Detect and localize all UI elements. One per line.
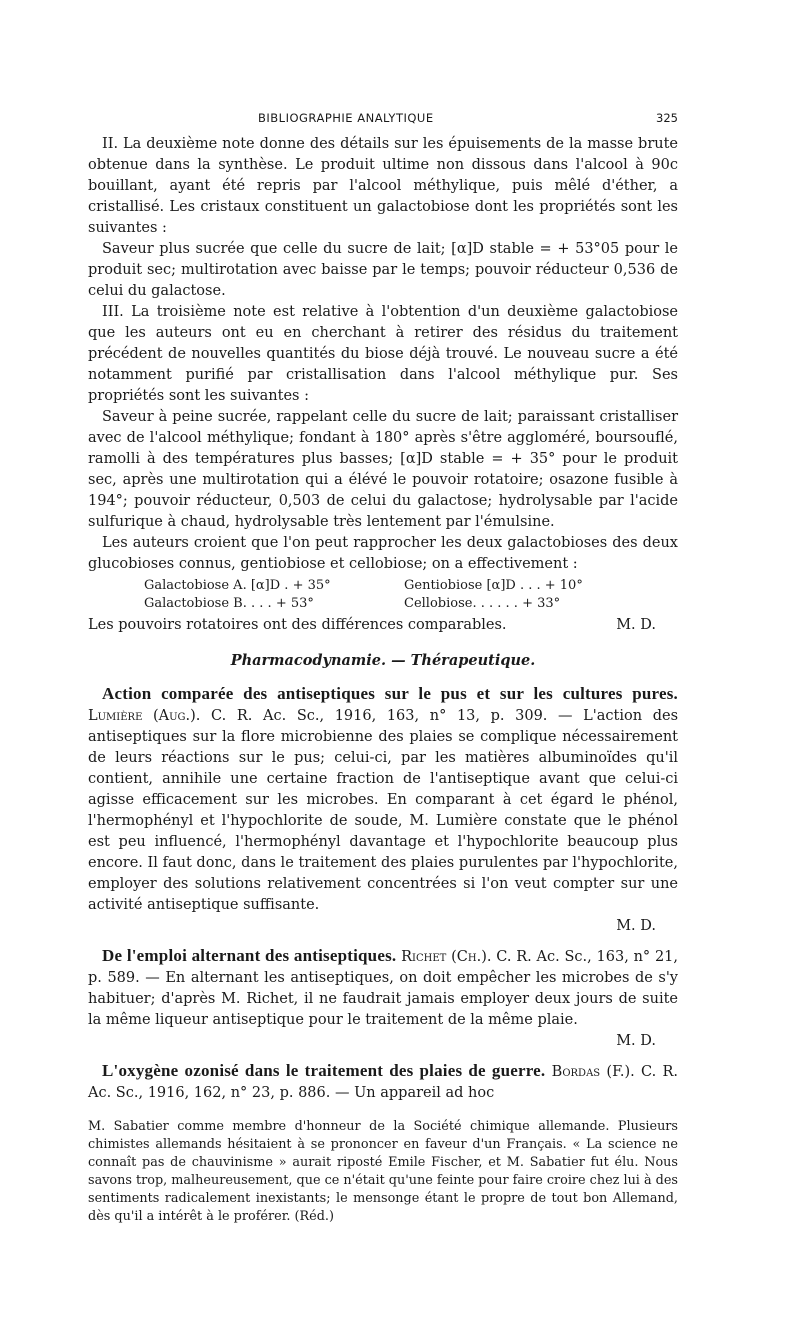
entry-citation: C. R. Ac. Sc., 163, n° 21, p. 589. — [88, 949, 679, 986]
table-cell [404, 577, 604, 595]
bibliography-entry [88, 945, 678, 1052]
entry-citation: C. R. Ac. Sc., 1916, 163, n° 13, p. 309. — [200, 708, 573, 724]
entry-signature-line [88, 1031, 678, 1052]
rotation-value: + 33° [522, 596, 561, 611]
entry-signature-line [88, 916, 678, 937]
compound-name: Galactobiose B. . . . [144, 596, 272, 611]
entry-author: Richet (Ch.). [401, 949, 492, 965]
table-cell [404, 595, 604, 613]
entry-body: L'action des antiseptiques sur la flore microbienne des plaies se complique nécessairement de leurs réactions sur le pus; celui-ci, par les matières albuminoïdes qu'il contient, annihile une certaine fraction de l'antiseptique avant que celui-ci agisse efficacement sur les microbes. En comparant à cet égard le phénol, l'hermophényl et l'hypochlorite de soude, M. Lumière constate que le phénol est peu influencé, l'hermophényl davantage et l'hypochlorite beaucoup plus encore. Il faut donc, dans le traitement des plaies purulentes par l'hypochlorite, employer des solutions relativement concentrées si l'on veut compter sur une activité antiseptique suffisante. [88, 708, 679, 913]
signature: M. D. [616, 617, 656, 633]
paragraph-note-three: III. La troisième note est relative à l'obtention d'un deuxième galactobiose que les auteurs ont eu en cherchant à retirer des résidus du traitement précédent de nouvelles quantités du biose déjà trouvé. Le nouveau sucre a été notamment purifié par cristallisation dans l'alcool méthylique pur. Ses propriétés sont les suivantes : [88, 304, 678, 404]
footnote-text: M. Sabatier comme membre d'honneur de la Société chimique allemande. Plusieurs chimistes allemands hésitaient à se prononcer en faveur d'un Français. « La science ne connaît pas de chauvinisme » aurait riposté Emile Fischer, et M. Sabatier fut élu. Nous savons trop, malheureusement, que ce n'était qu'une feinte pour faire croire chez lui à des sentiments radicalement inexistants; le mensonge étant le propre de tout bon Allemand, dès qu'il a intérêt à le proférer. (Réd.) [88, 1119, 679, 1224]
table-row [144, 595, 678, 613]
rotation-value: + 35° [292, 578, 331, 593]
section-heading: Pharmacodynamie. — Thérapeutique. [230, 652, 536, 669]
entry-author: Bordas (F.). [551, 1064, 635, 1080]
paragraph-note-three-properties: Saveur à peine sucrée, rappelant celle du sucre de lait; paraissant cristalliser avec de l'alcool méthylique; fondant à 180° après s'être aggloméré, boursouflé, ramolli à des températures plus basses; [α]D stable = + 35° pour le produit sec, après une multirotation qui a élévé le pouvoir rotatoire; osazone fusible à 194°; pouvoir réducteur, 0,503 de celui du galactose; hydrolysable par l'acide sulfurique à chaud, hydrolysable très lentement par l'émulsine. [88, 409, 678, 530]
table-cell [144, 595, 404, 613]
rotation-value: + 10° [544, 578, 583, 593]
paragraph-authors-comparison: Les auteurs croient que l'on peut rapprocher les deux galactobioses des deux glucobioses connus, gentiobiose et cellobiose; on a effectivement : [88, 535, 678, 572]
table-row [144, 577, 678, 595]
page-number: 325 [656, 111, 678, 125]
journal-page [88, 108, 678, 1226]
signature: M. D. [616, 1033, 656, 1049]
running-head-title: BIBLIOGRAPHIE ANALYTIQUE [258, 111, 434, 125]
entry-body: Un appareil ad hoc [354, 1085, 495, 1101]
entry-citation: C. R. Ac. Sc., 1916, 162, n° 23, p. 886. — [88, 1064, 679, 1101]
rotation-table [144, 577, 678, 613]
paragraph-note-two: II. La deuxième note donne des détails sur les épuisements de la masse brute obtenue dans la synthèse. Le produit ultime non dissous dans l'alcool à 90c bouillant, ayant été repris par l'alcool méthylique, puis mêlé d'éther, a cristallisé. Les cristaux constituent un galactobiose dont les propriétés sont les suivantes : [88, 136, 678, 236]
compound-name: Gentiobiose [α]D . . . [404, 578, 541, 593]
paragraph-note-two-properties: Saveur plus sucrée que celle du sucre de lait; [α]D stable = + 53°05 pour le produit sec; multirotation avec baisse par le temps; pouvoir réducteur 0,536 de celui du galactose. [88, 241, 678, 299]
entry-body: En alternant les antiseptiques, on doit empêcher les microbes de s'y habituer; d'après M. Richet, il ne faudrait jamais employer deux jours de suite la même liqueur antiseptique pour le traitement de la même plaie. [88, 970, 678, 1028]
entry-title: L'oxygène ozonisé dans le traitement des plaies de guerre. [102, 1061, 546, 1080]
bibliography-entry [88, 1060, 678, 1104]
table-cell [144, 577, 404, 595]
closing-line [88, 615, 678, 636]
running-head [88, 108, 678, 130]
entry-title: Action comparée des antiseptiques sur le pus et sur les cultures pures. [102, 684, 678, 703]
closing-text: Les pouvoirs rotatoires ont des différences comparables. [88, 617, 507, 633]
compound-name: Galactobiose A. [α]D . [144, 578, 289, 593]
entry-author: Lumière (Aug.). [88, 708, 201, 724]
footnote [88, 1118, 678, 1226]
entry-title: De l'emploi alternant des antiseptiques. [102, 946, 397, 965]
rotation-value: + 53° [275, 596, 314, 611]
bibliography-entry [88, 683, 678, 937]
signature: M. D. [616, 918, 656, 934]
compound-name: Cellobiose. . . . . . [404, 596, 518, 611]
